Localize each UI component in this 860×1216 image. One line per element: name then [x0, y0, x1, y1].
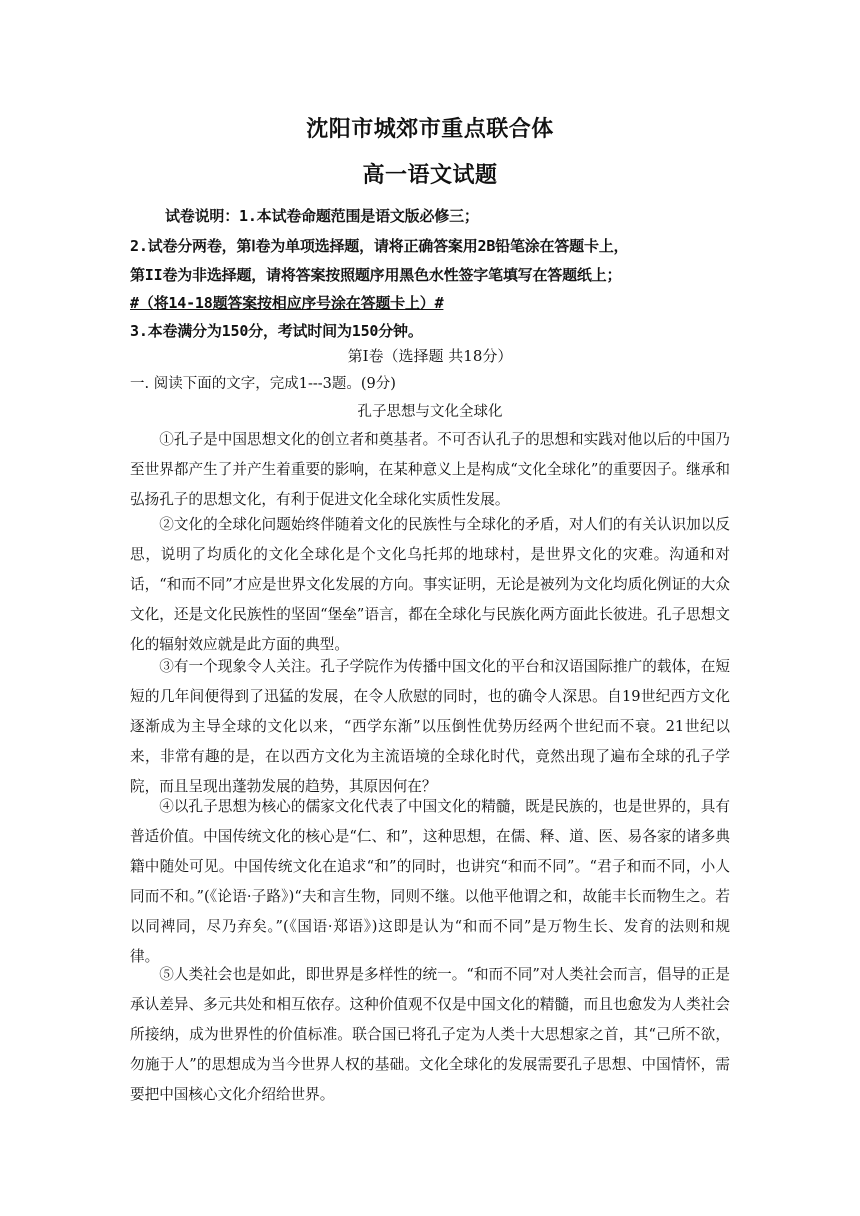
instruction-line-5: 3.本卷满分为150分，考试时间为150分钟。	[130, 322, 423, 340]
instruction-line-2: 2.试卷分两卷，第Ⅰ卷为单项选择题，请将正确答案用2B铅笔涂在答题卡上，	[130, 237, 629, 255]
article-title: 孔子思想与文化全球化	[357, 404, 503, 420]
instruction-line-1: 试卷说明：1.本试卷命题范围是语文版必修三；	[165, 207, 479, 225]
article-paragraph-1: ①孔子是中国思想文化的创立者和奠基者。不可否认孔子的思想和实践对他以后的中国乃至世界都产生了并产生着重要的影响，在某种意义上是构成“文化全球化”的重要因子。继承和弘扬孔子的思想文化，有利于促进文化全球化实质性发展。	[130, 431, 730, 508]
article-paragraph-3: ③有一个现象令人关注。孔子学院作为传播中国文化的平台和汉语国际推广的载体，在短短的几年间便得到了迅猛的发展，在令人欣慰的同时，也的确令人深思。自19世纪西方文化逐渐成为主导全球的文化以来，“西学东渐”以压倒性优势历经两个世纪而不衰。21世纪以来，非常有趣的是，在以西方文化为主流语境的全球化时代，竟然出现了遍布全球的孔子学院，而且呈现出蓬勃发展的趋势，其原因何在？	[130, 658, 730, 795]
instruction-line-3: 第II卷为非选择题，请将答案按照题序用黑色水性签字笔填写在答题纸上；	[130, 266, 622, 284]
question-intro: 一. 阅读下面的文字，完成1---3题。(9分)	[130, 376, 396, 392]
exam-title-line2: 高一语文试题	[362, 163, 498, 188]
instruction-line-4: #（将14-18题答案按相应序号涂在答题卡上）#	[130, 294, 444, 312]
article-paragraph-2: ②文化的全球化问题始终伴随着文化的民族性与全球化的矛盾，对人们的有关认识加以反思，说明了均质化的文化全球化是个文化乌托邦的地球村，是世界文化的灾难。沟通和对话，“和而不同”才应是世界文化发展的方向。事实证明，无论是被列为文化均质化例证的大众文化，还是文化民族性的坚固“堡垒”语言，都在全球化与民族化两方面此长彼进。孔子思想文化的辐射效应就是此方面的典型。	[130, 516, 730, 653]
article-paragraph-4: ④以孔子思想为核心的儒家文化代表了中国文化的精髓，既是民族的，也是世界的，具有普适价值。中国传统文化的核心是“仁、和”，这种思想，在儒、释、道、医、易各家的诸多典籍中随处可见。中国传统文化在追求“和”的同时，也讲究“和而不同”。“君子和而不同，小人同而不和。”(《论语·子路》)“夫和言生物，同则不继。以他平他谓之和，故能丰长而物生之。若以同裨同，尽乃弃矣。”(《国语·郑语》)这即是认为“和而不同”是万物生长、发育的法则和规律。	[130, 798, 730, 965]
section-heading: 第Ⅰ卷（选择题 共18分）	[347, 347, 513, 365]
article-paragraph-5: ⑤人类社会也是如此，即世界是多样性的统一。“和而不同”对人类社会而言，倡导的正是承认差异、多元共处和相互依存。这种价值观不仅是中国文化的精髓，而且也愈发为人类社会所接纳，成为世界性的价值标准。联合国已将孔子定为人类十大思想家之首，其“己所不欲，勿施于人”的思想成为当今世界人权的基础。文化全球化的发展需要孔子思想、中国情怀，需要把中国核心文化介绍给世界。	[130, 966, 730, 1103]
exam-title-line1: 沈阳市城郊市重点联合体	[306, 117, 554, 142]
